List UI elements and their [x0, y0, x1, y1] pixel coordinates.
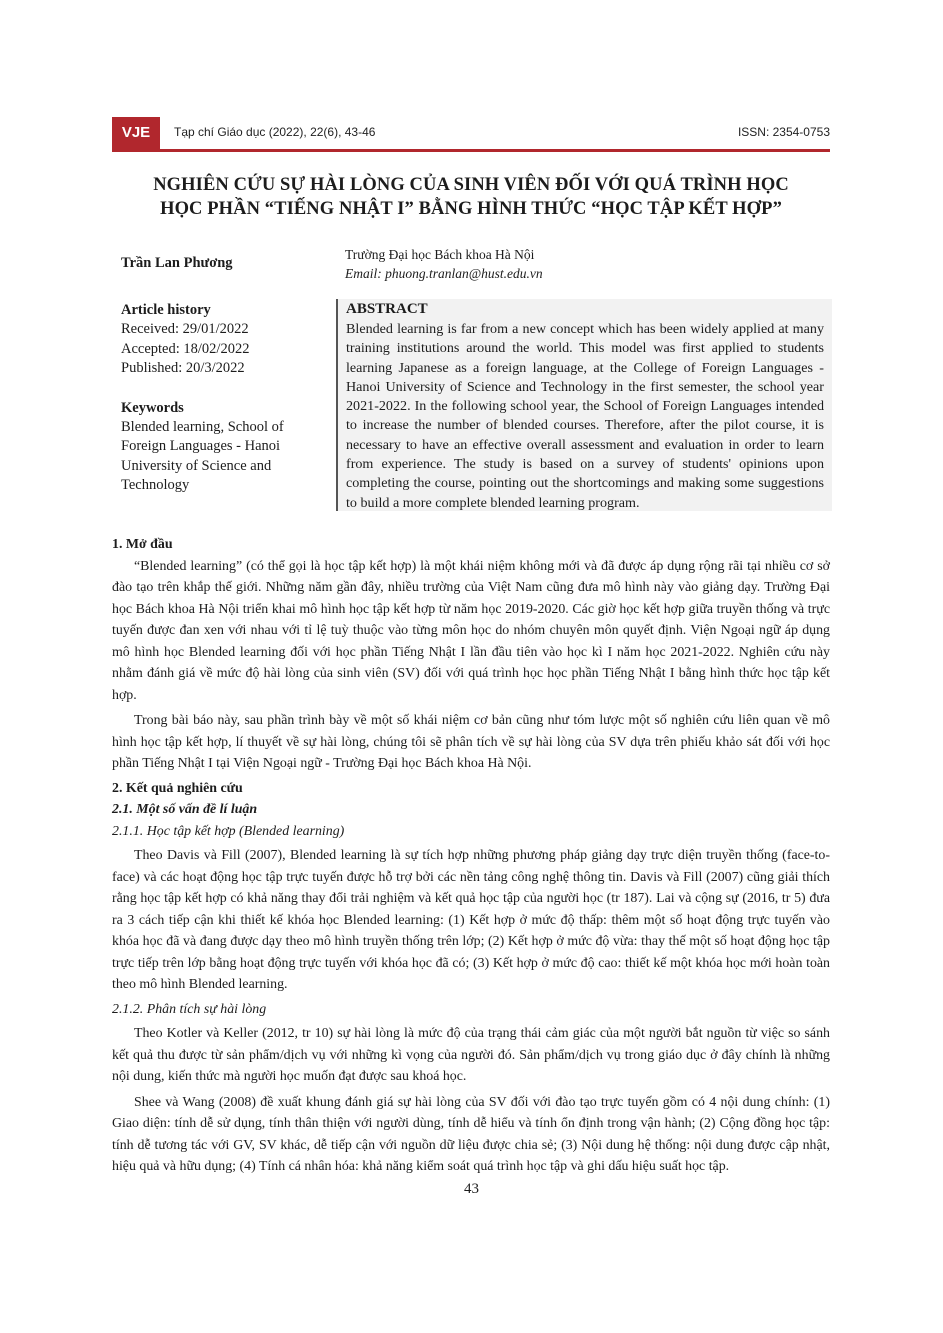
section-heading: 2. Kết quả nghiên cứu: [112, 780, 243, 796]
abstract-heading: ABSTRACT: [346, 301, 428, 317]
article-body: [112, 534, 830, 1178]
email-address[interactable]: phuong.tranlan@hust.edu.vn: [385, 266, 543, 281]
subsubsection-heading: 2.1.1. Học tập kết hợp (Blended learning): [112, 823, 345, 839]
subsubsection-heading: 2.1.2. Phân tích sự hài lòng: [112, 1001, 267, 1017]
author-email: [345, 264, 543, 283]
affiliation: Trường Đại học Bách khoa Hà Nội: [345, 247, 535, 262]
article-title: [112, 173, 830, 221]
section-heading: 1. Mở đầu: [112, 537, 173, 552]
article-sidebar: [121, 301, 326, 496]
published-date: Published: 20/3/2022: [121, 360, 245, 377]
journal-header: [112, 117, 830, 149]
paragraph: “Blended learning” (có thể gọi là học tập kết hợp) là một khái niệm không mới và đã được áp dụng rộng rãi tại nhiều cơ sở đào tạo trên khắp thế giới. Những năm gần đây, nhiều trường của Việt Nam cũng đưa mô hình này vào giảng dạy. Trường Đại học Bách khoa Hà Nội triển khai mô hình học tập kết hợp từ năm học 2019-2020. Các giờ học kết hợp giữa truyền thống và trực tuyến được đan xen với nhau với tỉ lệ tuỳ thuộc vào từng môn học do nhóm chuyên môn quyết định. Viện Ngoại ngữ áp dụng mô hình học Blended learning đối với học phần Tiếng Nhật I lần đầu tiên vào học kì I năm học 2021-2022. Nghiên cứu này nhằm đánh giá về mức độ hài lòng của sinh viên (SV) đối với quá trình học học phần Tiếng Nhật I bằng hình thức học tập kết hợp.: [112, 558, 830, 703]
paragraph: Theo Kotler và Keller (2012, tr 10) sự hài lòng là mức độ của trạng thái cảm giác của một người bắt nguồn từ việc so sánh kết quả thu được từ sản phẩm/dịch vụ với những kì vọng của người đó. Sản phẩm/dịch vụ trong giáo dục ở đây chính là những nội dung, kiến thức mà người học muốn đạt được sau khoá học.: [112, 1026, 830, 1084]
author-name: Trần Lan Phương: [121, 255, 233, 271]
issn: ISSN: 2354-0753: [737, 125, 830, 139]
accepted-date: Accepted: 18/02/2022: [121, 340, 250, 357]
paragraph: Shee và Wang (2008) đề xuất khung đánh giá sự hài lòng của SV đối với đào tạo trực tuyến gồm có 4 nội dung chính: (1) Giao diện: tính dễ sử dụng, tính thân thiện với người dùng, tính dễ hiểu và tính ổn định trong vận hành; (2) Cộng đồng học tập: tính dễ tương tác với GV, SV khác, dễ tiếp cận với nguồn dữ liệu được chia sẻ; (3) Nội dung hệ thống: nội dung được cập nhật, hiệu quả và hữu dụng; (4) Tính cá nhân hóa: khả năng kiểm soát quá trình học tập và ghi dấu hiệu suất học tập.: [112, 1094, 830, 1174]
journal-citation: Tạp chí Giáo dục (2022), 22(6), 43-46: [174, 125, 376, 139]
page-number: 43: [464, 1181, 479, 1197]
article-history-heading: Article history: [121, 302, 211, 318]
title-line-2: HỌC PHẦN “TIẾNG NHẬT I” BẰNG HÌNH THỨC “HỌC TẬP KẾT HỢP”: [160, 199, 782, 219]
paragraph: Trong bài báo này, sau phần trình bày về một số khái niệm cơ bản cũng như tóm lược một số nghiên cứu liên quan về mô hình học tập kết hợp, lí thuyết về sự hài lòng, chúng tôi sẽ phân tích về sự hài lòng của SV dựa trên phiếu khảo sát đối với học phần Tiếng Nhật I tại Viện Ngoại ngữ - Trường Đại học Bách khoa Hà Nội.: [112, 713, 830, 771]
author-affiliation: [345, 245, 543, 283]
keywords-heading: Keywords: [121, 399, 184, 416]
title-line-1: NGHIÊN CỨU SỰ HÀI LÒNG CỦA SINH VIÊN ĐỐI VỚI QUÁ TRÌNH HỌC: [153, 175, 789, 195]
header-rule: [112, 149, 830, 152]
paragraph: Theo Davis và Fill (2007), Blended learning là sự tích hợp những phương pháp giảng dạy trực diện truyền thống (face-to-face) và các hoạt động học tập trực tuyến được hỗ trợ bởi các nền tảng công nghệ thông tin. Davis và Fill (2007) cũng giải thích rằng học tập kết hợp có khả năng thay đổi trải nghiệm và kết quả học tập của người học (tr 187). Lai và cộng sự (2016, tr 5) đưa ra 3 cách tiếp cận khi thiết kế khóa học Blended learning: (1) Kết hợp ở mức độ thấp: thêm một số hoạt động trực tuyến vào khóa học đã và đang được dạy theo mô hình truyền thống trên lớp; (2) Kết hợp ở mức độ vừa: thay thế một số hoạt động học tập trực tiếp trên lớp bằng hoạt động trực tuyến với khóa học đã có; (3) Kết hợp ở mức độ cao: thiết kế một khóa học mới hoàn toàn theo mô hình Blended learning.: [112, 848, 830, 992]
email-label: Email:: [345, 266, 382, 281]
received-date: Received: 29/01/2022: [121, 321, 249, 338]
subsection-heading: 2.1. Một số vấn đề lí luận: [112, 802, 258, 817]
keywords-text: Blended learning, School of Foreign Languages - Hanoi University of Science and Technology: [121, 419, 284, 494]
abstract-box: [336, 299, 832, 511]
abstract-text: Blended learning is far from a new concept which has been widely applied at many training institutions around the world. This model was first applied to students learning Japanese as a foreign language, at the College of Foreign Languages - Hanoi University of Science and Technology in the first semester, the school year 2021-2022. In the following school year, the School of Foreign Languages intended to increase the number of blended courses. Therefore, after the pilot course, it is necessary to have an effective overall assessment and evaluation in order to learn from experience. The study is based on a survey of students' opinions upon completing the course, pointing out the shortcomings and making some suggestions to build a more complete blended learning program.: [346, 321, 824, 511]
journal-logo: VJE: [112, 117, 160, 149]
